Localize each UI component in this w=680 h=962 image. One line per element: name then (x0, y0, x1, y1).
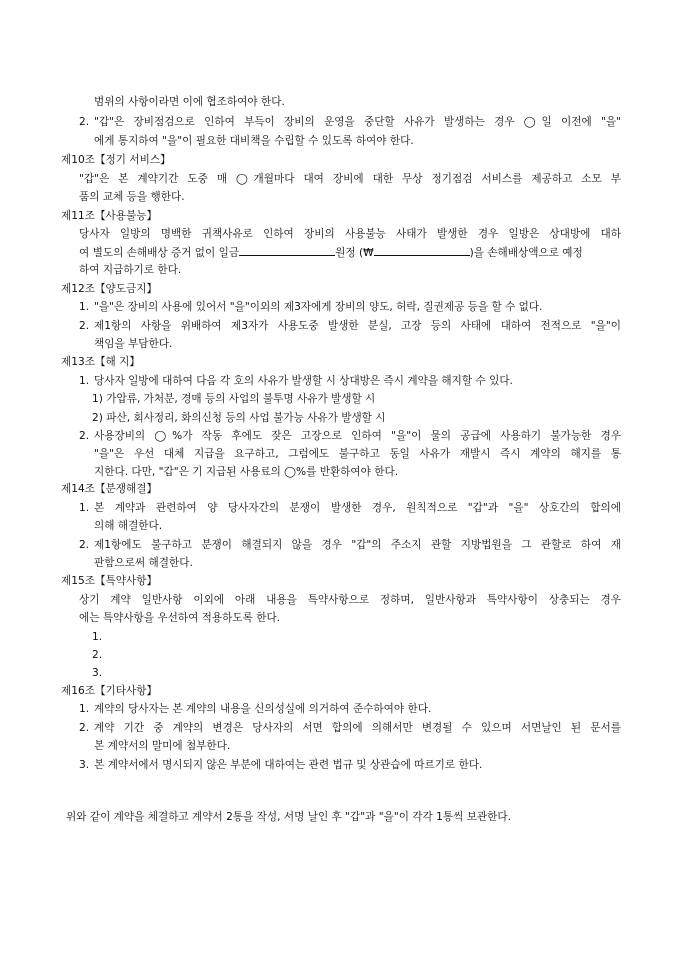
item-number: 2. (79, 116, 90, 128)
paragraph-line: 범위의 사항이라면 이에 협조하여야 한다. (94, 96, 285, 108)
sub-item: 1) 가압류, 가처분, 경매 등의 사업의 불투명 사유가 발생할 시 (92, 393, 376, 405)
paragraph-line: "갑"은 본 계약기간 도중 매 ◯개월마다 대여 장비에 대한 무상 정기점검 서비스를 제공하고 소모 부 (79, 173, 621, 185)
paragraph-line: 의해 해결한다. (94, 520, 163, 532)
item-number: 1. (79, 375, 90, 387)
paragraph-line: 에게 통지하여 "을"이 필요한 대비책을 수립할 수 있도록 하여야 한다. (94, 135, 414, 147)
closing-statement: 위와 같이 계약을 체결하고 계약서 2통을 작성, 서명 날인 후 "갑"과 "을"이 각각 1통씩 보관한다. (66, 811, 512, 823)
paragraph-line: 본 계약서의 말미에 첨부한다. (94, 740, 231, 752)
item-number: 1. (79, 301, 90, 313)
item-number: 2. (79, 722, 90, 734)
paragraph-line: "갑"은 장비점검으로 인하여 부득이 장비의 운영을 중단할 사유가 발생하는 경우 ◯일 이전에 "을" (94, 116, 621, 128)
text-segment: 원정 (₩ (335, 247, 374, 259)
paragraph-line: "을"은 장비의 사용에 있어서 "을"이외의 제3자에게 장비의 양도, 허락, 질권제공 등을 할 수 없다. (94, 301, 543, 313)
item-number: 3. (79, 759, 90, 771)
paragraph-line: 계약의 당사자는 본 계약의 내용을 신의성실에 의거하여 준수하여야 한다. (94, 703, 432, 715)
paragraph-line: 본 계약과 관련하여 양 당사자간의 분쟁이 발생한 경우, 원칙적으로 "갑"과 "을" 상호간의 합의에 (94, 502, 621, 514)
paragraph-line-with-blanks (79, 245, 583, 260)
paragraph-line: 판함으로써 해결한다. (94, 557, 193, 569)
article-title-16: 제16조【기타사항】 (61, 685, 158, 697)
article-title-14: 제14조【분쟁해결】 (61, 483, 158, 495)
article-title-13: 제13조【해 지】 (61, 356, 140, 368)
paragraph-line: 제1항의 사항을 위배하여 제3자가 사용도중 발생한 분실, 고장 등의 사태에 대하여 전적으로 "을"이 (94, 320, 621, 332)
paragraph-line: 당사자 일방에 대하여 다음 각 호의 사유가 발생할 시 상대방은 즉시 계약을 해지할 수 있다. (94, 375, 513, 387)
item-number: 1. (79, 703, 90, 715)
paragraph-line: 계약 기간 중 계약의 변경은 당사자의 서면 합의에 의해서만 변경될 수 있으며 서면날인 된 문서를 (94, 722, 621, 734)
text-segment: )을 손해배상액으로 예정 (469, 247, 583, 259)
paragraph-line: 본 계약서에서 명시되지 않은 부분에 대하여는 관련 법규 및 상관습에 따르기로 한다. (94, 759, 483, 771)
special-item-number: 1. (92, 631, 103, 643)
amount-blank-won (374, 245, 470, 256)
item-number: 2. (79, 320, 90, 332)
paragraph-line: 상기 계약 일반사항 이외에 아래 내용을 특약사항으로 정하며, 일반사항과 특약사항이 상충되는 경우 (79, 594, 621, 606)
item-number: 2. (79, 430, 90, 442)
text-segment: 여 별도의 손해배상 증거 없이 일금 (79, 247, 240, 259)
special-item-number: 3. (92, 667, 103, 679)
item-number: 1. (79, 502, 90, 514)
paragraph-line: 에는 특약사항을 우선하여 적용하도록 한다. (79, 612, 281, 624)
article-title-11: 제11조【사용불능】 (61, 210, 158, 222)
paragraph-line: 당사자 일방의 명백한 귀책사유로 인하여 장비의 사용불능 사태가 발생한 경우 일방은 상대방에 대하 (79, 228, 621, 240)
article-title-12: 제12조【양도금지】 (61, 283, 158, 295)
amount-blank-korean (239, 245, 335, 256)
paragraph-line: "을"은 우선 대체 지급을 요구하고, 그럼에도 불구하고 동일 사유가 재발시 즉시 계약의 해지를 통 (94, 448, 621, 460)
article-title-15: 제15조【특약사항】 (61, 575, 158, 587)
paragraph-line: 지한다. 다만, "갑"은 기 지급된 사용료의 ◯%를 반환하여야 한다. (94, 466, 399, 478)
paragraph-line: 제1항에도 불구하고 분쟁이 해결되지 않을 경우 "갑"의 주소지 관할 지방법원을 그 관할로 하여 재 (94, 539, 621, 551)
paragraph-line: 사용장비의 ◯%가 작동 후에도 잦은 고장으로 인하여 "을"이 물의 공급에 사용하기 불가능한 경우 (94, 430, 621, 442)
paragraph-line: 품의 교체 등을 행한다. (79, 191, 185, 203)
paragraph-line: 책임을 부담한다. (94, 338, 173, 350)
article-title-10: 제10조【정기 서비스】 (61, 154, 171, 166)
item-number: 2. (79, 539, 90, 551)
paragraph-line: 하여 지급하기로 한다. (79, 264, 182, 276)
special-item-number: 2. (92, 649, 103, 661)
sub-item: 2) 파산, 회사정리, 화의신청 등의 사업 불가능 사유가 발생할 시 (92, 412, 386, 424)
